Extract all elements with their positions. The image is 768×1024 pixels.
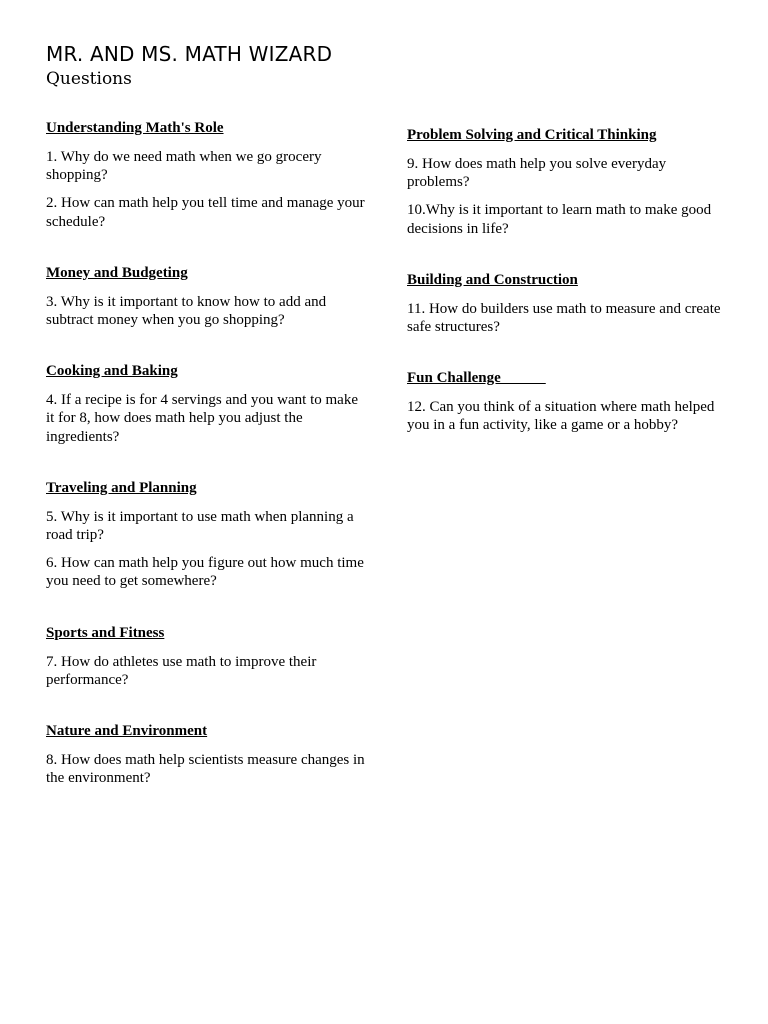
- question-11: 11. How do builders use math to measure and create safe structures?: [407, 300, 721, 336]
- section-nature-and-environment: [46, 721, 366, 787]
- question-6: 6. How can math help you figure out how much time you need to get somewhere?: [46, 555, 364, 590]
- section-money-and-budgeting: [46, 263, 366, 329]
- section-heading: Cooking and Baking: [46, 363, 178, 380]
- question-8: 8. How does math help scientists measure changes in the environment?: [46, 752, 365, 787]
- question-10: 10.Why is it important to learn math to make good decisions in life?: [407, 202, 712, 237]
- section-heading: Understanding Math's Role: [46, 120, 224, 136]
- section-heading: Fun Challenge: [407, 370, 546, 387]
- section-heading: Sports and Fitness: [46, 624, 165, 641]
- section-problem-solving: [407, 125, 729, 238]
- section-heading: Problem Solving and Critical Thinking: [407, 127, 657, 143]
- question-9: 9. How does math help you solve everyday problems?: [407, 156, 667, 191]
- left-column: [46, 118, 366, 819]
- section-traveling-and-planning: [46, 478, 366, 591]
- question-12: 12. Can you think of a situation where math helped you in a fun activity, like a game or a hobby?: [407, 399, 715, 434]
- section-sports-and-fitness: [46, 623, 366, 689]
- right-column: [407, 125, 729, 467]
- page-subtitle: Questions: [46, 69, 132, 89]
- section-heading: Traveling and Planning: [46, 479, 197, 496]
- section-understanding-maths-role: [46, 118, 366, 231]
- question-2: 2. How can math help you tell time and manage your schedule?: [46, 195, 365, 230]
- question-1: 1. Why do we need math when we go grocery shopping?: [46, 149, 322, 184]
- section-cooking-and-baking: [46, 361, 366, 446]
- question-3: 3. Why is it important to know how to add and subtract money when you go shopping?: [46, 293, 327, 329]
- question-5: 5. Why is it important to use math when planning a road trip?: [46, 508, 354, 544]
- section-fun-challenge: [407, 368, 729, 434]
- section-heading: Building and Construction: [407, 271, 578, 288]
- page-title: MR. AND MS. MATH WIZARD: [46, 42, 333, 66]
- question-4: 4. If a recipe is for 4 servings and you want to make it for 8, how does math help you adjust the ingredients?: [46, 392, 358, 445]
- section-heading: Nature and Environment: [46, 723, 208, 740]
- section-heading: Money and Budgeting: [46, 264, 188, 281]
- section-building-and-construction: [407, 270, 729, 336]
- question-7: 7. How do athletes use math to improve their performance?: [46, 653, 317, 688]
